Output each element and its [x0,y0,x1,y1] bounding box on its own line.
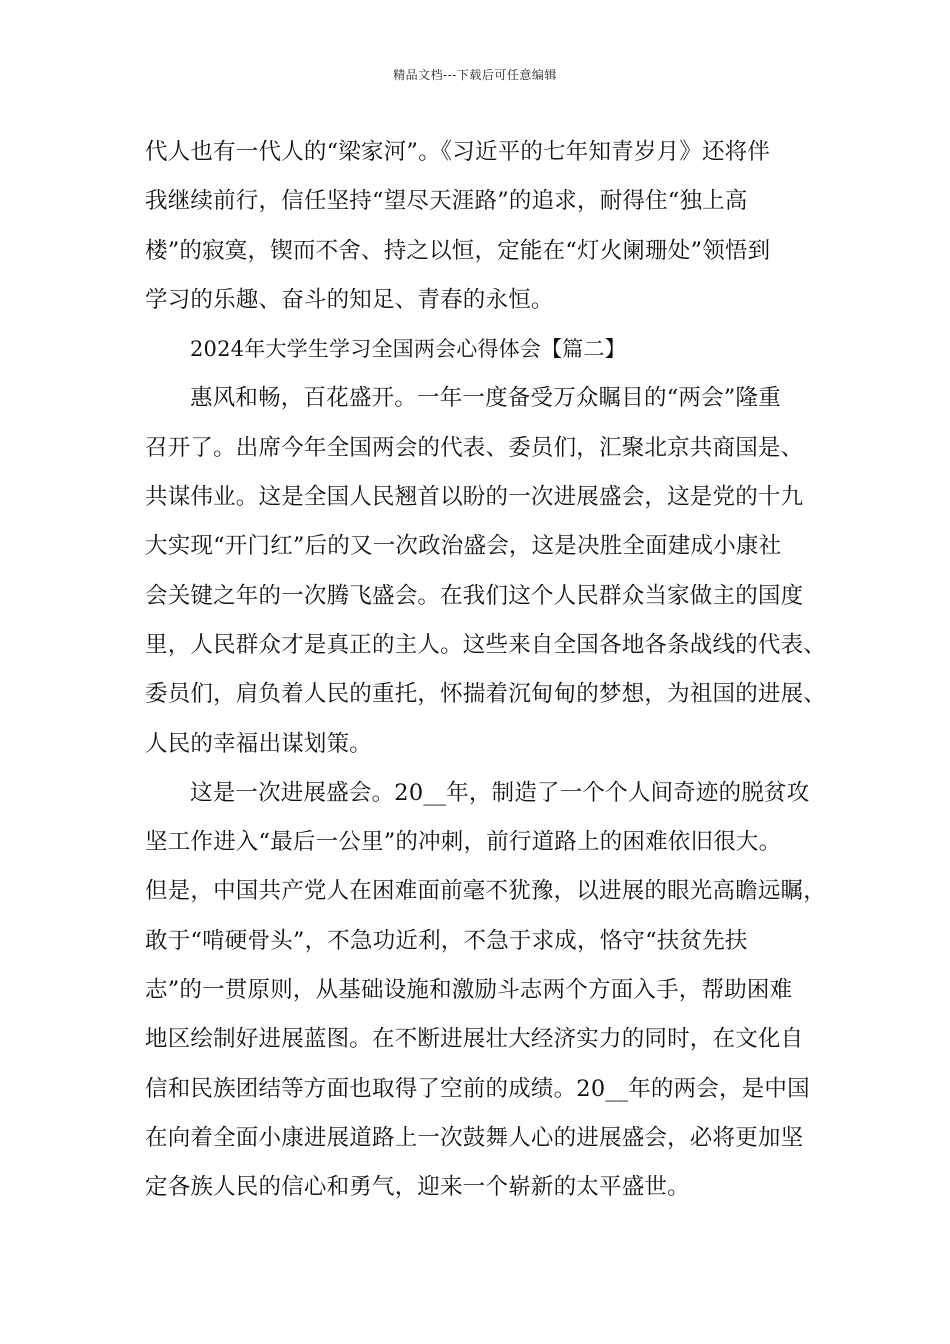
text-line: 委员们，肩负着人民的重托，怀揣着沉甸甸的梦想，为祖国的进展、 [145,681,827,708]
text-line: 在向着全面小康进展道路上一次鼓舞人心的进展盛会，必将更加坚 [145,1124,804,1151]
text-line: 但是，中国共产党人在困难面前毫不犹豫，以进展的眼光高瞻远瞩， [145,878,827,905]
text-line: 楼”的寂寞，锲而不舍、持之以恒，定能在“灯火阑珊处”领悟到 [145,237,771,264]
section-heading: 2024年大学生学习全国两会心得体会【篇二】 [190,337,626,362]
text-line: 会关键之年的一次腾飞盛会。在我们这个人民群众当家做主的国度 [145,582,804,609]
text-line: 地区绘制好进展蓝图。在不断进展壮大经济实力的同时，在文化自 [145,1026,804,1053]
paragraph-first-line: 惠风和畅，百花盛开。一年一度备受万众瞩目的“两会”隆重 [190,385,781,412]
text-line: 志”的一贯原则，从基础设施和激励斗志两个方面入手，帮助困难 [145,977,793,1004]
text-line: 大实现“开门红”后的又一次政治盛会，这是决胜全面建成小康社 [145,533,782,560]
text-line: 代人也有一代人的“梁家河”。《习近平的七年知青岁月》还将伴 [145,139,771,165]
text-line: 召开了。出席今年全国两会的代表、委员们，汇聚北京共商国是、 [145,434,804,461]
text-line: 信和民族团结等方面也取得了空前的成绩。20__年的两会，是中国 [145,1075,810,1102]
text-line: 里，人民群众才是真正的主人。这些来自全国各地各条战线的代表、 [145,631,827,658]
text-line: 坚工作进入“最后一公里”的冲刺，前行道路上的困难依旧很大。 [145,829,782,856]
page-header: 精品文档---下载后可任意编辑 [393,68,557,82]
document-body [145,128,835,1213]
text-line: 人民的幸福出谋划策。 [145,730,373,757]
text-line: 学习的乐趣、奋斗的知足、青春的永恒。 [145,286,554,313]
text-line: 我继续前行，信任坚持“望尽天涯路”的追求，耐得住“独上高 [145,188,748,215]
text-line: 共谋伟业。这是全国人民翘首以盼的一次进展盛会，这是党的十九 [145,484,804,511]
paragraph-first-line: 这是一次进展盛会。20__年，制造了一个个人间奇迹的脱贫攻 [190,779,810,806]
text-line: 敢于“啃硬骨头”，不急功近利，不急于求成，恪守“扶贫先扶 [145,927,748,954]
text-line: 定各族人民的信心和勇气，迎来一个崭新的太平盛世。 [145,1174,690,1201]
